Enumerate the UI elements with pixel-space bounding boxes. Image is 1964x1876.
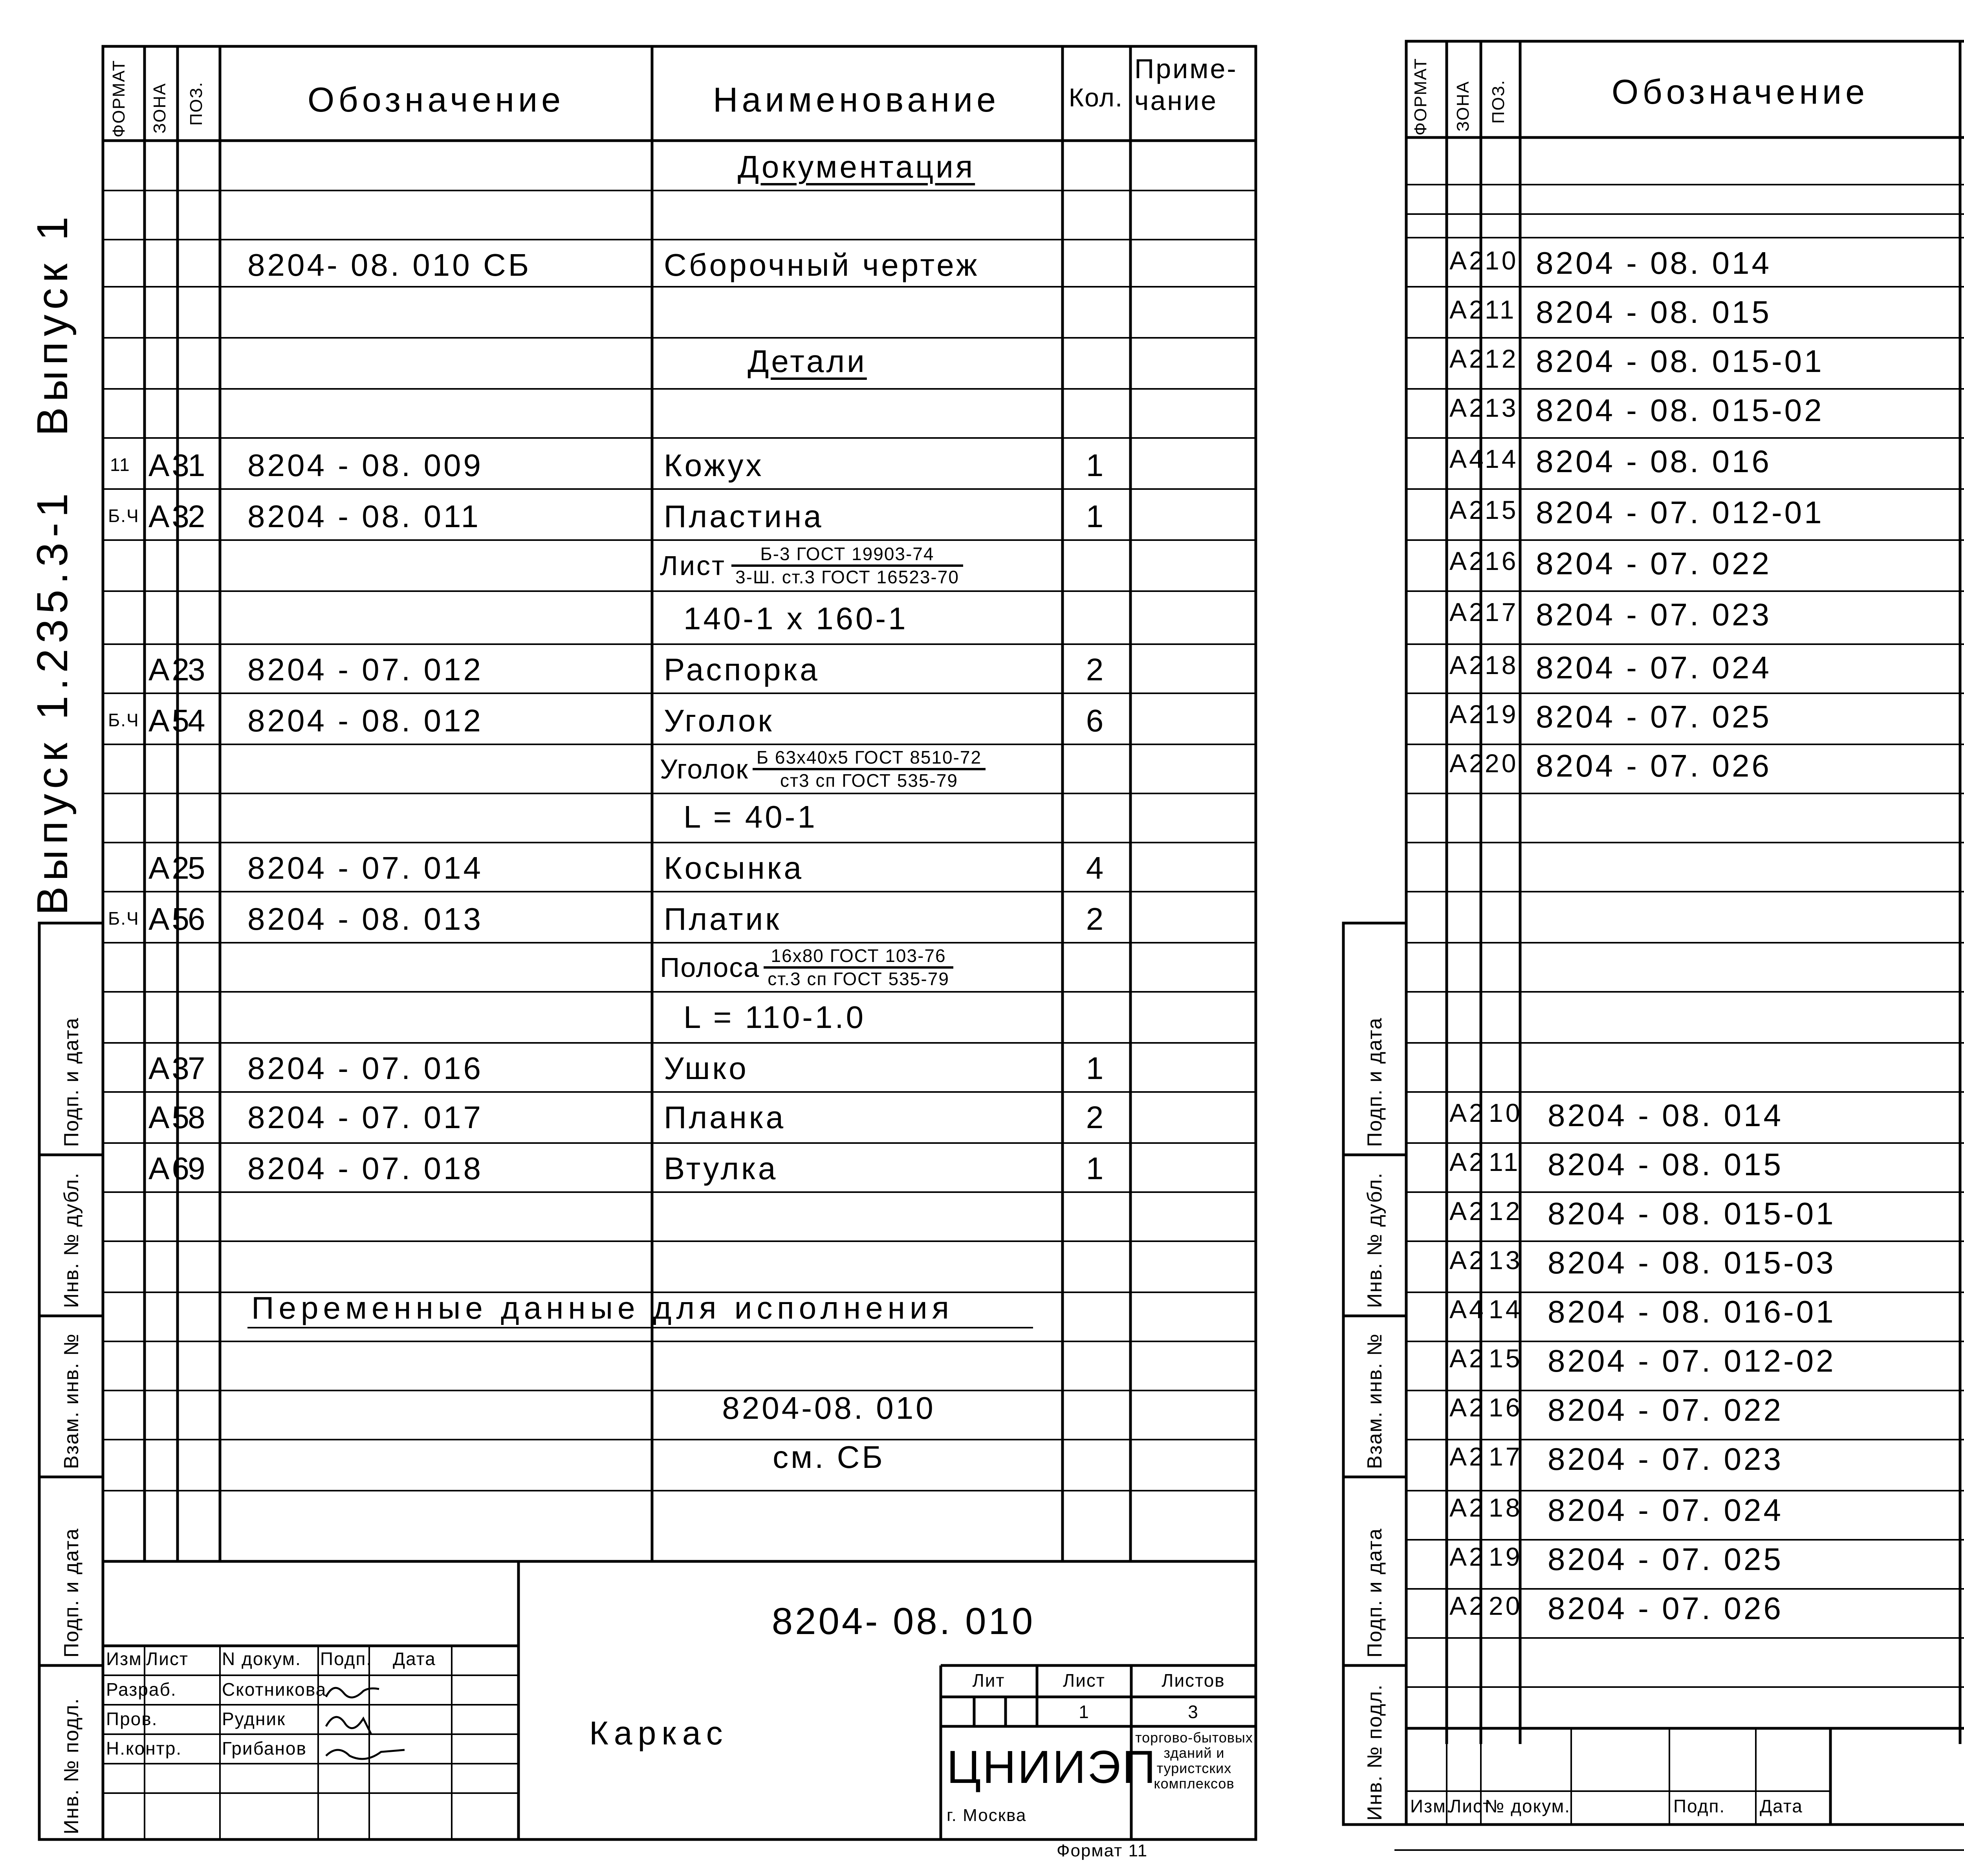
row-pos: 17 bbox=[1485, 597, 1519, 627]
side-vzam: Взам. инв. № bbox=[60, 1333, 83, 1469]
row-pos: 20 bbox=[1485, 749, 1519, 778]
tb-col-izm: Изм. bbox=[1410, 1796, 1452, 1816]
row-pos: 19 bbox=[1485, 700, 1519, 729]
header-zone: ЗОНА bbox=[1453, 81, 1473, 132]
row-zone: А4 bbox=[1449, 444, 1486, 473]
row-designation: 8204 - 08. 014 bbox=[1536, 245, 1772, 280]
issue-label-top: Выпуск 1 bbox=[28, 211, 77, 436]
side-inv-dubl: Инв. № дубл. bbox=[60, 1172, 83, 1308]
tb-col-list: Лист bbox=[146, 1649, 189, 1669]
row-pos: 19 bbox=[1489, 1542, 1522, 1571]
row-pos: 18 bbox=[1489, 1493, 1522, 1522]
row-zone: А2 bbox=[1449, 1542, 1486, 1571]
row-name: Пластина bbox=[664, 499, 824, 534]
tb-col-podp: Подп. bbox=[320, 1649, 372, 1669]
row-zone: А2 bbox=[1449, 700, 1486, 729]
row-pos: 12 bbox=[1485, 344, 1519, 373]
row-pos: 5 bbox=[188, 850, 208, 885]
row-zone: А2 bbox=[1449, 1393, 1486, 1422]
header-note: Приме-чание bbox=[1134, 53, 1238, 116]
row-format: Б.Ч bbox=[108, 710, 139, 730]
row-designation: 8204 - 07. 022 bbox=[1536, 546, 1772, 581]
tb-col-ndok: № докум. bbox=[1485, 1796, 1571, 1816]
side-inv-podl: Инв. № подл. bbox=[60, 1698, 83, 1834]
tb-list: Лист bbox=[1063, 1670, 1105, 1691]
row-zone: А2 bbox=[1449, 597, 1486, 627]
material-sheet-size: 140-1 x 160-1 bbox=[683, 601, 908, 636]
material-sheet-bottom: 3-Ш. ст.3 ГОСТ 16523-70 bbox=[735, 567, 959, 587]
row-qty: 1 bbox=[1086, 448, 1106, 483]
row-zone: А2 bbox=[148, 652, 192, 687]
row-designation: 8204 - 08. 016-01 bbox=[1548, 1294, 1836, 1329]
side-inv-dubl: Инв. № дубл. bbox=[1363, 1172, 1386, 1308]
row-pos: 14 bbox=[1489, 1295, 1522, 1324]
row-designation: 8204 - 08. 013 bbox=[247, 901, 483, 936]
row-qty: 1 bbox=[1086, 499, 1106, 534]
row-designation: 8204 - 07. 012-02 bbox=[1548, 1343, 1836, 1378]
row-pos: 11 bbox=[1485, 295, 1517, 324]
row-pos: 13 bbox=[1485, 393, 1519, 422]
row-designation: 8204 - 07. 022 bbox=[1548, 1392, 1783, 1427]
section-parts: Детали bbox=[747, 344, 867, 379]
row-designation: 8204 - 07. 023 bbox=[1548, 1442, 1783, 1477]
row-designation: 8204 - 08. 015-01 bbox=[1548, 1196, 1836, 1231]
row-pos: 18 bbox=[1485, 650, 1519, 680]
doc-designation: 8204- 08. 010 СБ bbox=[247, 247, 531, 282]
row-designation: 8204 - 08. 009 bbox=[247, 448, 483, 483]
row-name: Втулка bbox=[664, 1151, 778, 1186]
row-designation: 8204 - 07. 024 bbox=[1536, 650, 1772, 685]
row-zone: А2 bbox=[1449, 393, 1486, 422]
row-zone: А6 bbox=[148, 1151, 192, 1186]
title-block-title: Каркас bbox=[589, 1715, 728, 1751]
material-strip-word: Полоса bbox=[660, 952, 760, 983]
left-format-label: Формат 11 bbox=[1057, 1841, 1148, 1860]
material-angle-word: Уголок bbox=[660, 753, 749, 784]
row-zone: А2 bbox=[1449, 1147, 1486, 1176]
row-zone: А2 bbox=[1449, 1098, 1486, 1127]
row-pos: 16 bbox=[1485, 546, 1519, 575]
row-zone: А2 bbox=[1449, 1246, 1486, 1275]
header-designation: Обозначение bbox=[307, 80, 565, 119]
row-designation: 8204 - 07. 023 bbox=[1536, 597, 1772, 632]
tb-r3-role: Н.контр. bbox=[106, 1738, 182, 1759]
row-zone: А2 bbox=[1449, 1344, 1486, 1373]
org-logo-text: ЦНИИЭП bbox=[947, 1741, 1157, 1793]
org-description: торгово-бытовых зданий и туристских комплексов bbox=[1135, 1729, 1253, 1792]
title-block-code: 8204- 08. 010 bbox=[771, 1600, 1035, 1642]
row-qty: 6 bbox=[1086, 703, 1106, 738]
tb-list-value: 1 bbox=[1079, 1702, 1090, 1722]
row-designation: 8204 - 08. 015-02 bbox=[1536, 393, 1824, 428]
header-format: ФОРМАТ bbox=[109, 60, 128, 137]
header-zone: ЗОНА bbox=[150, 82, 169, 134]
side-podp-data: Подп. и дата bbox=[1363, 1017, 1386, 1147]
material-angle-bottom: ст3 сп ГОСТ 535-79 bbox=[780, 770, 958, 791]
row-pos: 1 bbox=[188, 448, 208, 483]
row-name: Ушко bbox=[664, 1051, 749, 1086]
tb-r2-name: Рудник bbox=[222, 1709, 286, 1729]
tb-listov-value: 3 bbox=[1188, 1702, 1199, 1722]
row-designation: 8204 - 07. 017 bbox=[247, 1100, 483, 1135]
material-strip-bottom: ст.3 сп ГОСТ 535-79 bbox=[768, 968, 949, 989]
side-podp-data: Подп. и дата bbox=[60, 1017, 83, 1147]
row-format: Б.Ч bbox=[108, 506, 139, 526]
material-sheet-word: Лист bbox=[660, 550, 726, 581]
row-zone: А2 bbox=[148, 850, 192, 885]
row-designation: 8204 - 07. 025 bbox=[1536, 699, 1772, 734]
material-sheet-top: Б-3 ГОСТ 19903-74 bbox=[731, 544, 963, 567]
material-angle-top: Б 63x40x5 ГОСТ 8510-72 bbox=[753, 747, 986, 770]
row-designation: 8204 - 07. 026 bbox=[1536, 748, 1772, 783]
row-pos: 8 bbox=[188, 1100, 208, 1135]
row-pos: 14 bbox=[1485, 444, 1519, 473]
row-qty: 2 bbox=[1086, 901, 1106, 936]
section-documentation: Документация bbox=[737, 149, 975, 184]
variable-data-heading: Переменные данные для исполнения bbox=[251, 1290, 954, 1325]
row-qty: 2 bbox=[1086, 652, 1106, 687]
row-zone: А5 bbox=[148, 703, 192, 738]
row-designation: 8204 - 07. 025 bbox=[1548, 1542, 1783, 1577]
variant-sb: см. СБ bbox=[773, 1440, 885, 1475]
row-name: Кожух bbox=[664, 448, 764, 483]
row-qty: 1 bbox=[1086, 1151, 1106, 1186]
row-pos: 10 bbox=[1489, 1098, 1522, 1127]
header-qty: Кол. bbox=[1068, 83, 1123, 112]
row-zone: А2 bbox=[1449, 295, 1486, 324]
variant-code: 8204-08. 010 bbox=[722, 1391, 936, 1425]
row-name: Косынка bbox=[664, 850, 804, 885]
row-designation: 8204 - 07. 012-01 bbox=[1536, 495, 1824, 530]
row-pos: 13 bbox=[1489, 1246, 1522, 1275]
row-zone: А5 bbox=[148, 901, 192, 936]
header-format: ФОРМАТ bbox=[1411, 58, 1430, 136]
row-pos: 4 bbox=[188, 703, 208, 738]
row-name: Распорка bbox=[664, 652, 820, 687]
row-zone: А2 bbox=[1449, 650, 1486, 680]
header-pos: ПОЗ. bbox=[187, 81, 206, 126]
row-designation: 8204 - 07. 016 bbox=[247, 1051, 483, 1086]
tb-lit: Лит bbox=[972, 1670, 1005, 1691]
tb-listov: Листов bbox=[1162, 1670, 1225, 1691]
row-designation: 8204 - 08. 014 bbox=[1548, 1098, 1783, 1133]
row-zone: А2 bbox=[1449, 1493, 1486, 1522]
row-pos: 16 bbox=[1489, 1393, 1522, 1422]
row-designation: 8204 - 08. 015 bbox=[1548, 1147, 1783, 1182]
row-pos: 15 bbox=[1485, 495, 1519, 524]
row-zone: А5 bbox=[148, 1100, 192, 1135]
row-designation: 8204 - 08. 015 bbox=[1536, 295, 1772, 330]
material-angle-length: L = 40-1 bbox=[683, 799, 817, 834]
row-designation: 8204 - 07. 018 bbox=[247, 1151, 483, 1186]
row-name: Планка bbox=[664, 1100, 786, 1135]
row-pos: 3 bbox=[188, 652, 208, 687]
row-qty: 4 bbox=[1086, 850, 1106, 885]
row-pos: 10 bbox=[1485, 246, 1519, 275]
doc-name: Сборочный чертеж bbox=[664, 247, 980, 282]
org-city: г. Москва bbox=[947, 1806, 1027, 1825]
row-designation: 8204 - 08. 016 bbox=[1536, 444, 1772, 479]
row-format: Б.Ч bbox=[108, 908, 139, 929]
tb-r1-name: Скотникова bbox=[222, 1679, 327, 1700]
row-zone: А2 bbox=[1449, 1442, 1486, 1471]
material-strip-top: 16x80 ГОСТ 103-76 bbox=[764, 945, 953, 969]
row-zone: А3 bbox=[148, 448, 192, 483]
header-pos: ПОЗ. bbox=[1489, 79, 1508, 124]
row-designation: 8204 - 07. 014 bbox=[247, 850, 483, 885]
tb-col-data: Дата bbox=[1760, 1796, 1803, 1816]
row-designation: 8204 - 07. 024 bbox=[1548, 1493, 1783, 1528]
row-designation: 8204 - 07. 026 bbox=[1548, 1591, 1783, 1626]
row-pos: 7 bbox=[188, 1051, 208, 1086]
row-zone: А4 bbox=[1449, 1295, 1486, 1324]
row-zone: А2 bbox=[1449, 246, 1486, 275]
side-podp-data-2: Подп. и дата bbox=[1363, 1528, 1386, 1658]
tb-col-data: Дата bbox=[393, 1649, 436, 1669]
header-designation: Обозначение bbox=[1611, 72, 1869, 111]
tb-r2-role: Пров. bbox=[106, 1709, 158, 1729]
side-podp-data-2: Подп. и дата bbox=[60, 1528, 83, 1658]
row-pos: 17 bbox=[1489, 1442, 1522, 1471]
tb-col-list: Лист bbox=[1449, 1796, 1492, 1816]
row-qty: 2 bbox=[1086, 1100, 1106, 1135]
row-qty: 1 bbox=[1086, 1051, 1106, 1086]
side-inv-podl: Инв. № подл. bbox=[1363, 1684, 1386, 1821]
row-designation: 8204 - 07. 012 bbox=[247, 652, 483, 687]
row-name: Платик bbox=[664, 901, 782, 936]
tb-col-ndok: N докум. bbox=[222, 1649, 301, 1669]
header-name: Наименование bbox=[713, 80, 1000, 119]
material-strip-length: L = 110-1.0 bbox=[683, 1000, 866, 1035]
row-pos: 12 bbox=[1489, 1196, 1522, 1226]
row-designation: 8204 - 08. 015-01 bbox=[1536, 344, 1824, 379]
issue-label-main: Выпуск 1.235.3-1 bbox=[28, 487, 77, 915]
row-zone: А2 bbox=[1449, 495, 1486, 524]
row-pos: 15 bbox=[1489, 1344, 1522, 1373]
row-pos: 6 bbox=[188, 901, 208, 936]
row-designation: 8204 - 08. 015-03 bbox=[1548, 1245, 1836, 1280]
tb-r3-name: Грибанов bbox=[222, 1738, 307, 1759]
row-designation: 8204 - 08. 012 bbox=[247, 703, 483, 738]
side-vzam: Взам. инв. № bbox=[1363, 1333, 1386, 1469]
row-pos: 9 bbox=[188, 1151, 208, 1186]
row-pos: 20 bbox=[1489, 1591, 1522, 1620]
row-pos: 2 bbox=[188, 499, 208, 534]
row-zone: А3 bbox=[148, 499, 192, 534]
row-format: 11 bbox=[110, 454, 130, 475]
row-zone: А2 bbox=[1449, 546, 1486, 575]
row-name: Уголок bbox=[664, 703, 774, 738]
row-zone: А2 bbox=[1449, 749, 1486, 778]
row-zone: А2 bbox=[1449, 1591, 1486, 1620]
row-designation: 8204 - 08. 011 bbox=[247, 499, 481, 534]
tb-col-podp: Подп. bbox=[1673, 1796, 1726, 1816]
row-zone: А3 bbox=[148, 1051, 192, 1086]
tb-r1-role: Разраб. bbox=[106, 1679, 177, 1700]
row-zone: А2 bbox=[1449, 344, 1486, 373]
tb-col-izm: Изм. bbox=[106, 1649, 148, 1669]
row-pos: 11 bbox=[1489, 1147, 1521, 1176]
row-zone: А2 bbox=[1449, 1196, 1486, 1226]
